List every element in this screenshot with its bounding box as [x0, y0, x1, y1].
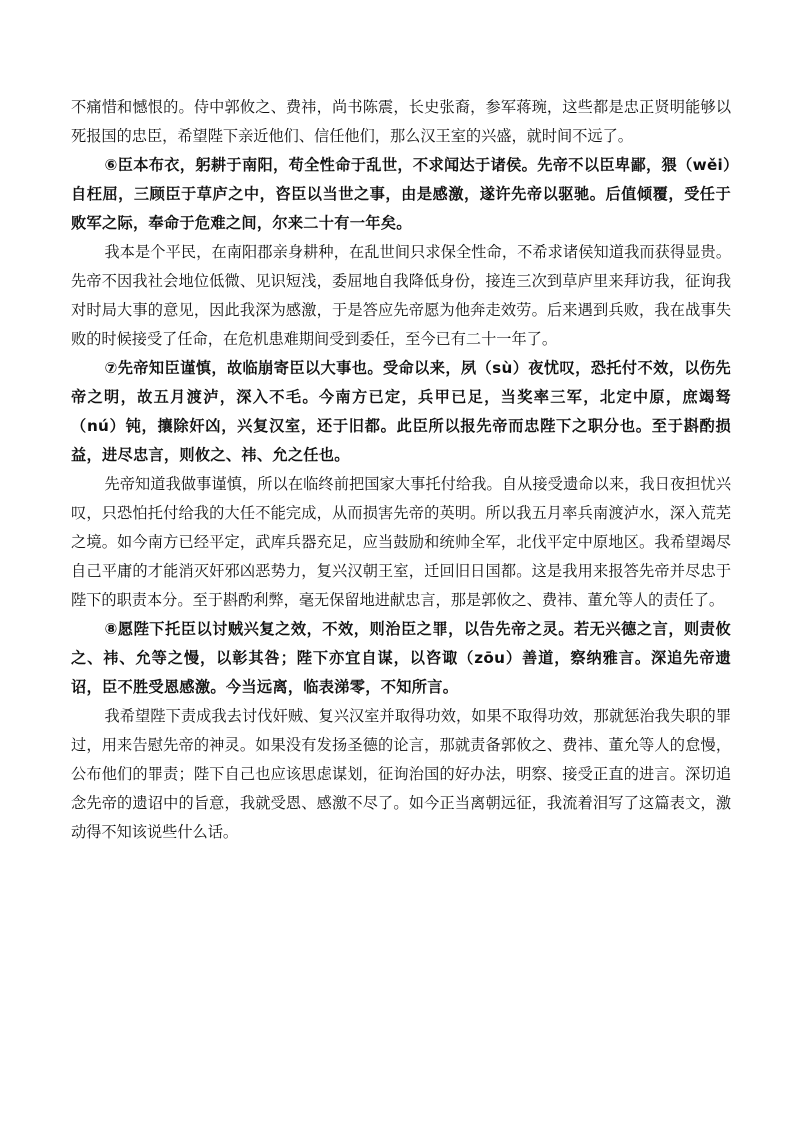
paragraph-translation-6: 我本是个平民，在南阳郡亲身耕种，在乱世间只求保全性命，不希求诸侯知道我而获得显贵。先帝不因我社会地位低微、见识短浅，委屈地自我降低身份，接连三次到草庐里来拜访我，征询我对时局大事的意见，因此我深为感激，于是答应先帝愿为他奔走效劳。后来遇到兵败，我在战事失败的时候接受了任命，在危机患难期间受到委任，至今已有二十一年了。: [71, 243, 731, 348]
paragraph-original-8: ⑧愿陛下托臣以讨贼兴复之效，不效，则治臣之罪，以告先帝之灵。若无兴德之言，则责攸之、祎、允等之慢，以彰其咎；陛下亦宜自谋，以咨诹（zōu）善道，察纳雅言。深追先帝遗诏，臣不胜受恩感激。今当远离，临表涕零，不知所言。: [71, 620, 731, 696]
paragraph-translation-8: 我希望陛下责成我去讨伐奸贼、复兴汉室并取得功效，如果不取得功效，那就惩治我失职的罪过，用来告慰先帝的神灵。如果没有发扬圣德的论言，那就责备郭攸之、费祎、董允等人的怠慢，公布他们的罪责；陛下自己也应该思虑谋划，征询治国的好办法，明察、接受正直的进言。深切追念先帝的遗诏中的旨意，我就受恩、感激不尽了。如今正当离朝远征，我流着泪写了这篇表文，激动得不知该说些什么话。: [71, 707, 731, 841]
paragraph-translation-5: 不痛惜和憾恨的。侍中郭攸之、费祎，尚书陈震，长史张裔，参军蒋琬，这些都是忠正贤明能够以死报国的忠臣，希望陛下亲近他们、信任他们，那么汉王室的兴盛，就时间不远了。: [71, 98, 731, 145]
paragraph-original-7: ⑦先帝知臣谨慎，故临崩寄臣以大事也。受命以来，夙（sù）夜忧叹，恐托付不效，以伤先帝之明，故五月渡泸，深入不毛。今南方已定，兵甲已足，当奖率三军，北定中原，庶竭驽（nú）钝，攘除奸凶，兴复汉室，还于旧都。此臣所以报先帝而忠陛下之职分也。至于斟酌损益，进尽忠言，则攸之、祎、允之任也。: [71, 359, 731, 464]
document-page: [71, 93, 731, 847]
paragraph-original-6: ⑥臣本布衣，躬耕于南阳，苟全性命于乱世，不求闻达于诸侯。先帝不以臣卑鄙，猥（wěi）自枉屈，三顾臣于草庐之中，咨臣以当世之事，由是感激，遂许先帝以驱驰。后值倾覆，受任于败军之际，奉命于危难之间，尔来二十有一年矣。: [71, 156, 731, 232]
paragraph-translation-7: 先帝知道我做事谨慎，所以在临终前把国家大事托付给我。自从接受遗命以来，我日夜担忧兴叹，只恐怕托付给我的大任不能完成，从而损害先帝的英明。所以我五月率兵南渡泸水，深入荒芜之境。如今南方已经平定，武库兵器充足，应当鼓励和统帅全军，北伐平定中原地区。我希望竭尽自己平庸的才能消灭奸邪凶恶势力，复兴汉朝王室，迁回旧日国都。这是我用来报答先帝并尽忠于陛下的职责本分。至于斟酌利弊，毫无保留地进献忠言，那是郭攸之、费祎、董允等人的责任了。: [71, 475, 731, 609]
